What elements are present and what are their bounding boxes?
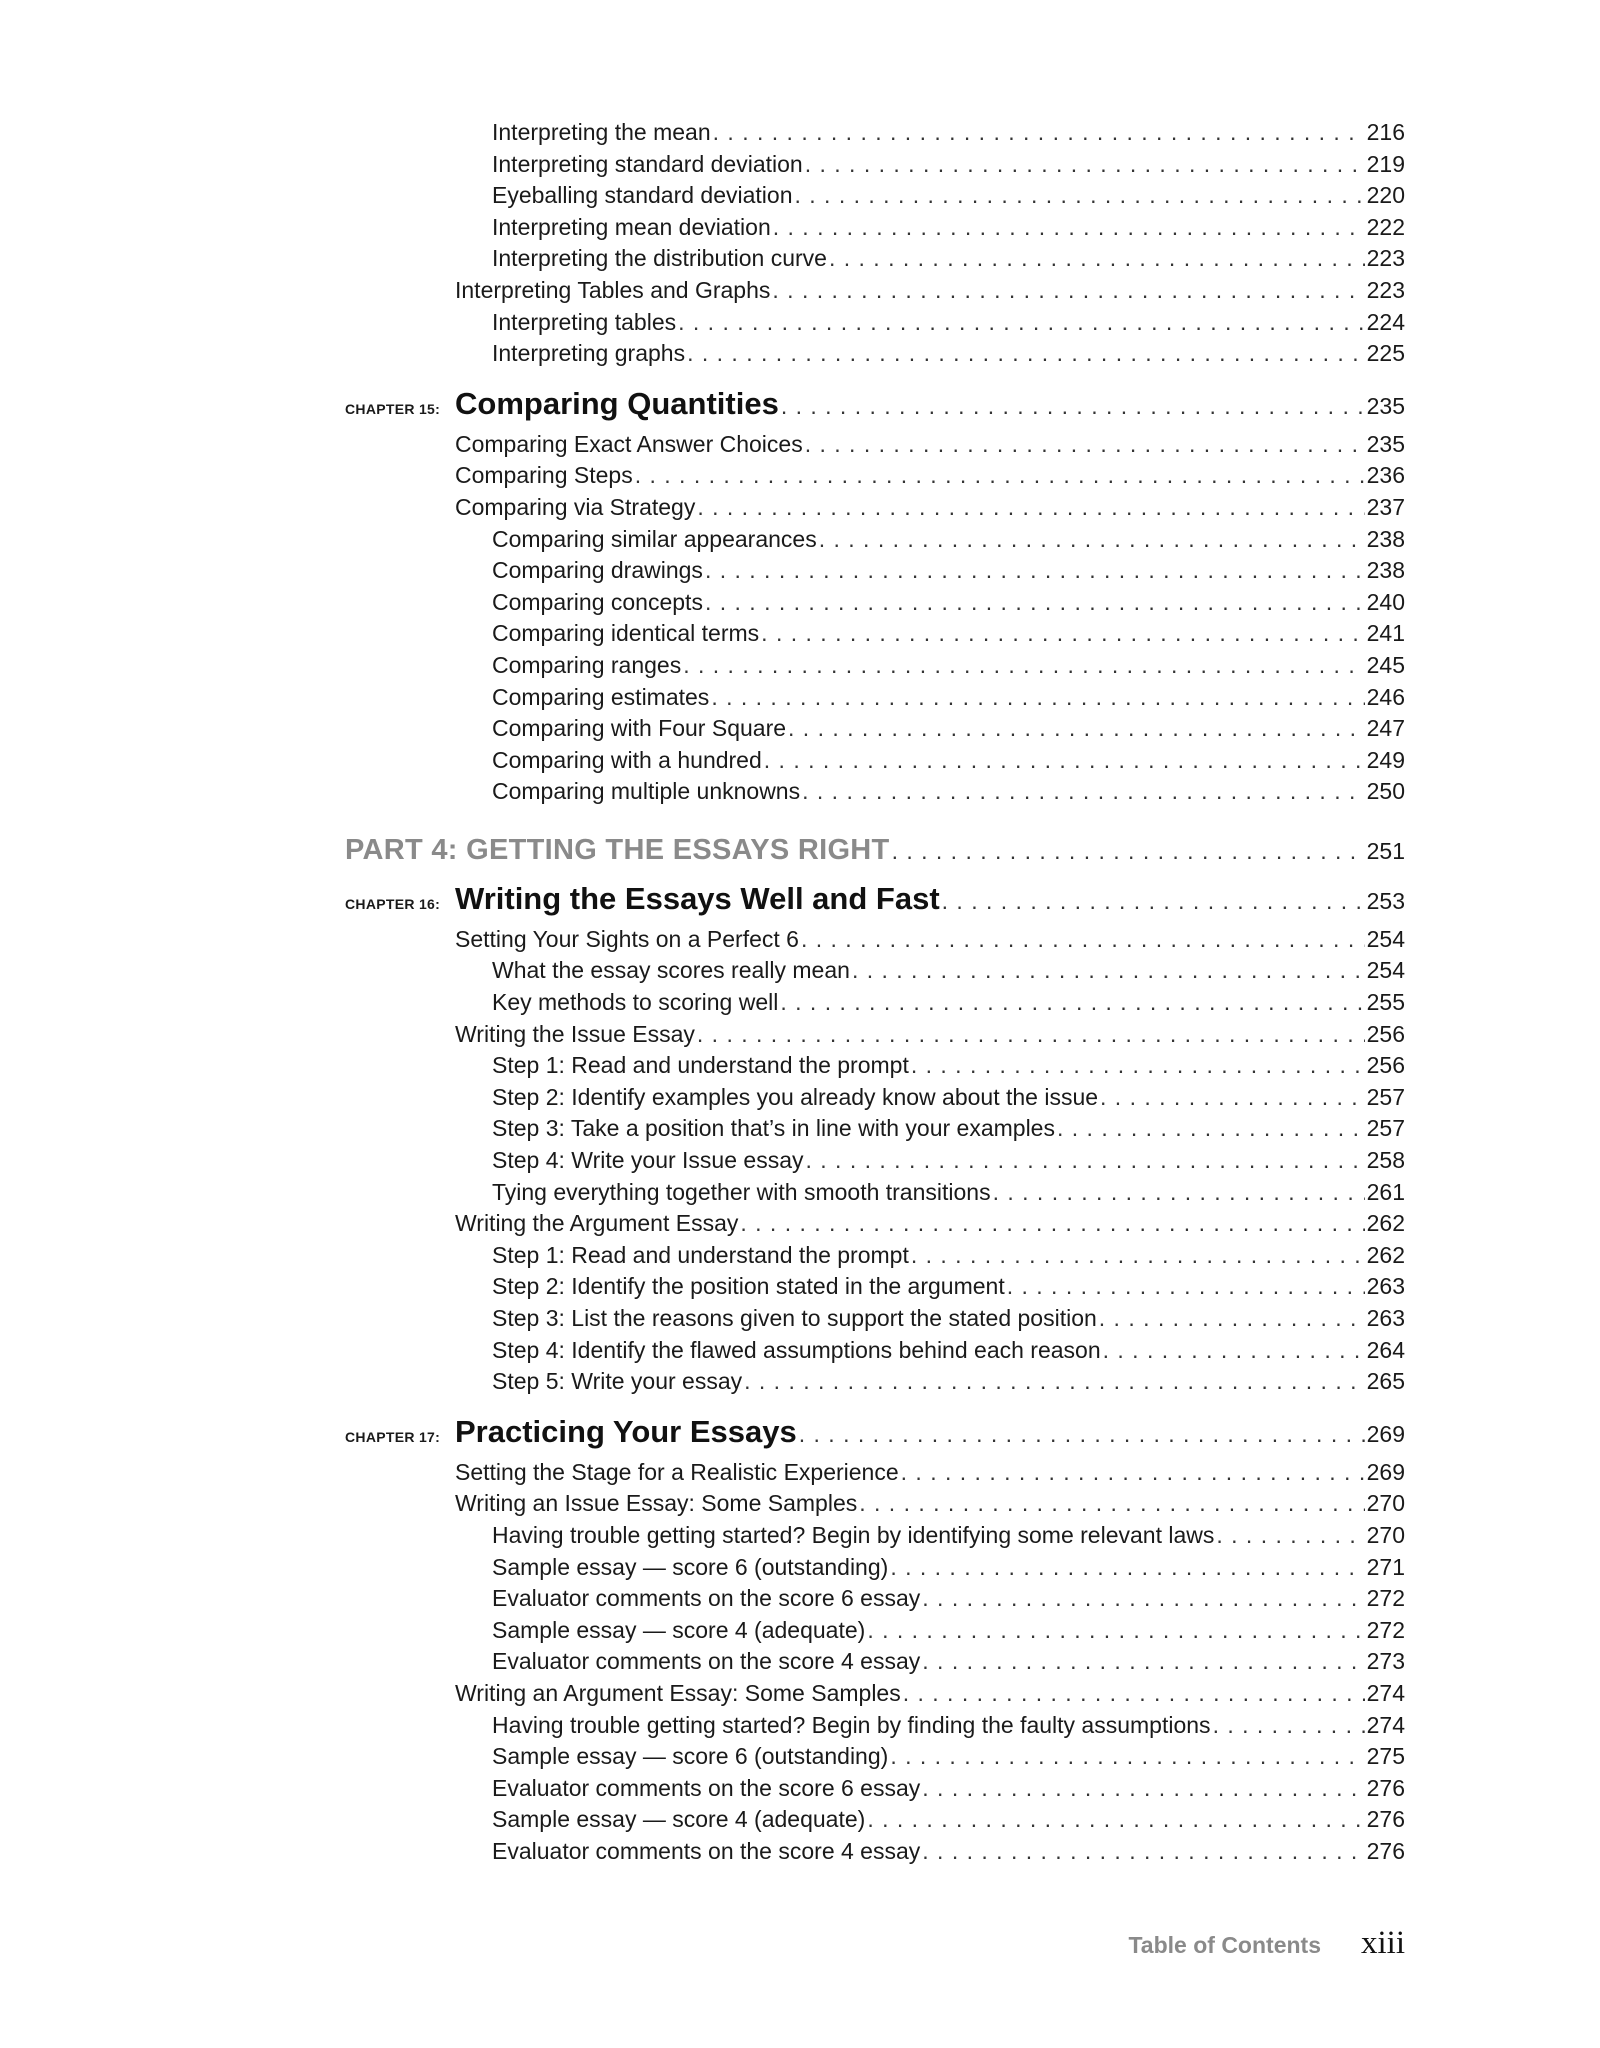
toc-subsection-entry[interactable] <box>345 212 1405 244</box>
dot-leader <box>801 924 1365 956</box>
toc-page-number: 261 <box>1366 1178 1405 1205</box>
toc-section-entry[interactable] <box>345 1019 1405 1051</box>
dot-leader <box>713 117 1365 149</box>
toc-page-number: 274 <box>1366 1711 1405 1738</box>
toc-page-number: 273 <box>1366 1648 1405 1675</box>
toc-page-number: 258 <box>1366 1147 1405 1174</box>
toc-title: What the essay scores really mean <box>492 957 850 984</box>
dot-leader <box>852 955 1365 987</box>
dot-leader <box>911 1240 1365 1272</box>
toc-title: Comparing concepts <box>492 588 703 615</box>
dot-leader <box>683 650 1364 682</box>
dot-leader <box>802 776 1365 808</box>
dot-leader <box>922 1583 1364 1615</box>
toc-subsection-entry[interactable] <box>345 1804 1405 1836</box>
toc-title: Key methods to scoring well <box>492 989 779 1016</box>
toc-page-number: 270 <box>1366 1521 1405 1548</box>
toc-title: Step 4: Write your Issue essay <box>492 1147 804 1174</box>
toc-title: Setting Your Sights on a Perfect 6 <box>455 925 799 952</box>
toc-page-number: 256 <box>1366 1052 1405 1079</box>
toc-section-entry[interactable] <box>345 1678 1405 1710</box>
toc-page-number: 269 <box>1366 1420 1405 1447</box>
dot-leader <box>772 275 1364 307</box>
toc-subsection-entry[interactable] <box>345 524 1405 556</box>
toc-page-number: 269 <box>1366 1458 1405 1485</box>
dot-leader <box>788 713 1365 745</box>
toc-subsection-entry[interactable] <box>345 1335 1405 1367</box>
toc-section-entry[interactable] <box>345 1488 1405 1520</box>
toc-subsection-entry[interactable] <box>345 1520 1405 1552</box>
dot-leader <box>993 1177 1365 1209</box>
dot-leader <box>705 555 1365 587</box>
toc-page-number: 265 <box>1366 1368 1405 1395</box>
toc-title: Writing the Argument Essay <box>455 1210 739 1237</box>
dot-leader <box>1099 1303 1365 1335</box>
toc-page-number: 251 <box>1366 837 1405 864</box>
toc-subsection-entry[interactable] <box>345 1552 1405 1584</box>
toc-title: Having trouble getting started? Begin by identifying some relevant laws <box>492 1521 1215 1548</box>
toc-part-entry[interactable] <box>345 828 1405 873</box>
chapter-label: CHAPTER 17: <box>345 1428 441 1445</box>
toc-subsection-entry[interactable] <box>345 1836 1405 1868</box>
dot-leader <box>890 1552 1364 1584</box>
toc-title: Comparing with Four Square <box>492 715 787 742</box>
dot-leader <box>867 1615 1364 1647</box>
toc-page-number: 264 <box>1366 1336 1405 1363</box>
toc-title: PART 4: GETTING THE ESSAYS RIGHT <box>345 833 890 866</box>
toc-page-number: 219 <box>1366 150 1405 177</box>
toc-subsection-entry[interactable] <box>345 1050 1405 1082</box>
toc-subsection-entry[interactable] <box>345 650 1405 682</box>
toc-title: Comparing estimates <box>492 683 710 710</box>
table-of-contents <box>345 117 1405 1868</box>
toc-title: Interpreting Tables and Graphs <box>455 276 771 303</box>
toc-subsection-entry[interactable] <box>345 1082 1405 1114</box>
toc-subsection-entry[interactable] <box>345 745 1405 777</box>
footer-section-label: Table of Contents <box>1128 1932 1321 1958</box>
toc-title: Comparing Steps <box>455 462 633 489</box>
toc-title: Writing the Essays Well and Fast <box>455 880 940 916</box>
dot-leader <box>781 386 1365 426</box>
toc-title: Writing the Issue Essay <box>455 1020 695 1047</box>
page-footer <box>1000 1925 1405 1962</box>
toc-title: Comparing drawings <box>492 557 703 584</box>
toc-page-number: 220 <box>1366 182 1405 209</box>
dot-leader <box>687 338 1365 370</box>
toc-section-entry[interactable] <box>345 924 1405 956</box>
toc-title: Step 1: Read and understand the prompt <box>492 1241 909 1268</box>
toc-page-number: 253 <box>1366 887 1405 914</box>
dot-leader <box>794 180 1364 212</box>
toc-page-number: 245 <box>1366 651 1405 678</box>
toc-subsection-entry[interactable] <box>345 338 1405 370</box>
toc-page-number: 249 <box>1366 746 1405 773</box>
toc-page-number: 257 <box>1366 1115 1405 1142</box>
toc-page-number: 237 <box>1366 493 1405 520</box>
toc-page-number: 240 <box>1366 588 1405 615</box>
dot-leader <box>922 1836 1364 1868</box>
toc-page-number: 262 <box>1366 1210 1405 1237</box>
toc-subsection-entry[interactable] <box>345 1240 1405 1272</box>
toc-section-entry[interactable] <box>345 492 1405 524</box>
toc-page-number: 235 <box>1366 430 1405 457</box>
toc-page-number: 254 <box>1366 925 1405 952</box>
toc-section-entry[interactable] <box>345 460 1405 492</box>
toc-title: Sample essay — score 4 (adequate) <box>492 1616 866 1643</box>
toc-title: Evaluator comments on the score 6 essay <box>492 1774 921 1801</box>
dot-leader <box>942 881 1365 921</box>
toc-title: Comparing similar appearances <box>492 525 817 552</box>
toc-title: Evaluator comments on the score 4 essay <box>492 1648 921 1675</box>
toc-subsection-entry[interactable] <box>345 1113 1405 1145</box>
dot-leader <box>740 1208 1364 1240</box>
toc-page-number: 224 <box>1366 308 1405 335</box>
toc-subsection-entry[interactable] <box>345 1145 1405 1177</box>
toc-page-number: 271 <box>1366 1553 1405 1580</box>
toc-subsection-entry[interactable] <box>345 1303 1405 1335</box>
toc-title: Comparing with a hundred <box>492 746 762 773</box>
dot-leader <box>705 587 1365 619</box>
chapter-label: CHAPTER 15: <box>345 400 441 417</box>
dot-leader <box>829 243 1365 275</box>
toc-title: Step 3: Take a position that’s in line with your examples <box>492 1115 1055 1142</box>
toc-subsection-entry[interactable] <box>345 955 1405 987</box>
dot-leader <box>1057 1113 1365 1145</box>
toc-title: Comparing Quantities <box>455 385 779 421</box>
toc-page-number: 222 <box>1366 213 1405 240</box>
dot-leader <box>711 682 1364 714</box>
toc-page-number: 223 <box>1366 276 1405 303</box>
toc-title: Interpreting tables <box>492 308 677 335</box>
toc-subsection-entry[interactable] <box>345 1583 1405 1615</box>
footer-page-number: xiii <box>1360 1925 1405 1961</box>
toc-subsection-entry[interactable] <box>345 1615 1405 1647</box>
toc-chapter-entry[interactable] <box>345 879 1405 924</box>
dot-leader <box>922 1773 1364 1805</box>
toc-title: Step 1: Read and understand the prompt <box>492 1052 909 1079</box>
toc-subsection-entry[interactable] <box>345 776 1405 808</box>
dot-leader <box>805 429 1365 461</box>
toc-title: Step 3: List the reasons given to support the stated position <box>492 1305 1097 1331</box>
dot-leader <box>859 1488 1364 1520</box>
toc-section-entry[interactable] <box>345 1457 1405 1489</box>
toc-title: Eyeballing standard deviation <box>492 182 793 209</box>
toc-page-number: 274 <box>1366 1679 1405 1706</box>
toc-title: Interpreting standard deviation <box>492 150 803 177</box>
toc-title: Comparing multiple unknowns <box>492 778 801 805</box>
toc-title: Step 2: Identify the position stated in the argument <box>492 1273 1005 1300</box>
dot-leader <box>1007 1271 1365 1303</box>
toc-subsection-entry[interactable] <box>345 1271 1405 1303</box>
toc-page-number: 262 <box>1366 1241 1405 1268</box>
toc-page-number: 236 <box>1366 462 1405 489</box>
toc-title: Evaluator comments on the score 6 essay <box>492 1585 921 1612</box>
toc-page-number: 254 <box>1366 957 1405 984</box>
toc-title: Interpreting mean deviation <box>492 213 771 240</box>
dot-leader <box>1103 1335 1365 1367</box>
toc-subsection-entry[interactable] <box>345 987 1405 1019</box>
dot-leader <box>867 1804 1364 1836</box>
toc-title: Interpreting the distribution curve <box>492 245 827 272</box>
dot-leader <box>744 1366 1365 1398</box>
toc-page-number: 246 <box>1366 683 1405 710</box>
toc-page-number: 241 <box>1366 620 1405 647</box>
toc-subsection-entry[interactable] <box>345 117 1405 149</box>
dot-leader <box>773 212 1365 244</box>
toc-page-number: 263 <box>1366 1273 1405 1300</box>
toc-title: Interpreting graphs <box>492 340 686 367</box>
toc-subsection-entry[interactable] <box>345 618 1405 650</box>
toc-page-number: 255 <box>1366 989 1405 1016</box>
toc-page-number: 238 <box>1366 557 1405 584</box>
dot-leader <box>901 1457 1365 1489</box>
toc-subsection-entry[interactable] <box>345 1366 1405 1398</box>
dot-leader <box>678 307 1365 339</box>
toc-page-number: 275 <box>1366 1743 1405 1770</box>
dot-leader <box>764 745 1365 777</box>
dot-leader <box>780 987 1364 1019</box>
dot-leader <box>1216 1520 1364 1552</box>
toc-page-number: 225 <box>1366 340 1405 367</box>
toc-title: Step 5: Write your essay <box>492 1368 743 1395</box>
toc-page-number: 276 <box>1366 1837 1405 1864</box>
toc-title: Setting the Stage for a Realistic Experience <box>455 1458 899 1485</box>
toc-subsection-entry[interactable] <box>345 149 1405 181</box>
toc-page-number: 272 <box>1366 1616 1405 1643</box>
toc-subsection-entry[interactable] <box>345 1710 1405 1742</box>
dot-leader <box>1213 1710 1365 1742</box>
toc-subsection-entry[interactable] <box>345 713 1405 745</box>
toc-title: Interpreting the mean <box>492 119 711 145</box>
toc-subsection-entry[interactable] <box>345 1773 1405 1805</box>
toc-title: Evaluator comments on the score 4 essay <box>492 1837 921 1864</box>
dot-leader <box>761 618 1364 650</box>
toc-page-number: 276 <box>1366 1774 1405 1801</box>
toc-chapter-entry[interactable] <box>345 384 1405 429</box>
toc-page-number: 256 <box>1366 1020 1405 1047</box>
toc-title: Practicing Your Essays <box>455 1413 797 1449</box>
toc-chapter-entry[interactable] <box>345 1412 1405 1457</box>
dot-leader <box>819 524 1365 556</box>
dot-leader <box>922 1646 1364 1678</box>
dot-leader <box>892 829 1365 873</box>
toc-title: Writing an Issue Essay: Some Samples <box>455 1490 858 1517</box>
toc-section-entry[interactable] <box>345 1208 1405 1240</box>
toc-page-number: 216 <box>1366 119 1405 145</box>
toc-subsection-entry[interactable] <box>345 1646 1405 1678</box>
dot-leader <box>805 149 1365 181</box>
toc-page-number: 276 <box>1366 1806 1405 1833</box>
toc-subsection-entry[interactable] <box>345 1741 1405 1773</box>
toc-title: Writing an Argument Essay: Some Samples <box>455 1679 901 1706</box>
toc-title: Comparing via Strategy <box>455 493 696 520</box>
toc-page-number: 257 <box>1366 1083 1405 1110</box>
toc-title: Sample essay — score 4 (adequate) <box>492 1806 866 1833</box>
toc-title: Having trouble getting started? Begin by finding the faulty assumptions <box>492 1711 1211 1738</box>
toc-subsection-entry[interactable] <box>345 307 1405 339</box>
toc-subsection-entry[interactable] <box>345 682 1405 714</box>
toc-title: Comparing ranges <box>492 651 682 678</box>
chapter-label: CHAPTER 16: <box>345 895 441 912</box>
toc-page-number: 235 <box>1366 392 1405 419</box>
toc-page-number: 272 <box>1366 1585 1405 1612</box>
toc-page-number: 247 <box>1366 715 1405 742</box>
dot-leader <box>911 1050 1365 1082</box>
toc-page-number: 238 <box>1366 525 1405 552</box>
toc-title: Tying everything together with smooth transitions <box>492 1178 991 1205</box>
dot-leader <box>890 1741 1364 1773</box>
toc-title: Comparing Exact Answer Choices <box>455 430 803 457</box>
dot-leader <box>903 1678 1365 1710</box>
toc-subsection-entry[interactable] <box>345 555 1405 587</box>
dot-leader <box>806 1145 1365 1177</box>
toc-section-entry[interactable] <box>345 275 1405 307</box>
dot-leader <box>697 1019 1365 1051</box>
toc-page-number: 263 <box>1366 1305 1405 1331</box>
toc-subsection-entry[interactable] <box>345 587 1405 619</box>
toc-page-number: 223 <box>1366 245 1405 272</box>
dot-leader <box>1100 1082 1365 1114</box>
dot-leader <box>799 1414 1365 1454</box>
toc-section-entry[interactable] <box>345 429 1405 461</box>
toc-subsection-entry[interactable] <box>345 243 1405 275</box>
toc-title: Step 4: Identify the flawed assumptions behind each reason <box>492 1336 1101 1363</box>
dot-leader <box>635 460 1365 492</box>
toc-title: Sample essay — score 6 (outstanding) <box>492 1553 889 1580</box>
toc-page-number: 250 <box>1366 778 1405 805</box>
toc-page-number: 270 <box>1366 1490 1405 1517</box>
toc-title: Sample essay — score 6 (outstanding) <box>492 1743 889 1770</box>
toc-title: Step 2: Identify examples you already know about the issue <box>492 1083 1099 1110</box>
toc-title: Comparing identical terms <box>492 620 760 647</box>
dot-leader <box>697 492 1364 524</box>
toc-subsection-entry[interactable] <box>345 180 1405 212</box>
toc-subsection-entry[interactable] <box>345 1177 1405 1209</box>
